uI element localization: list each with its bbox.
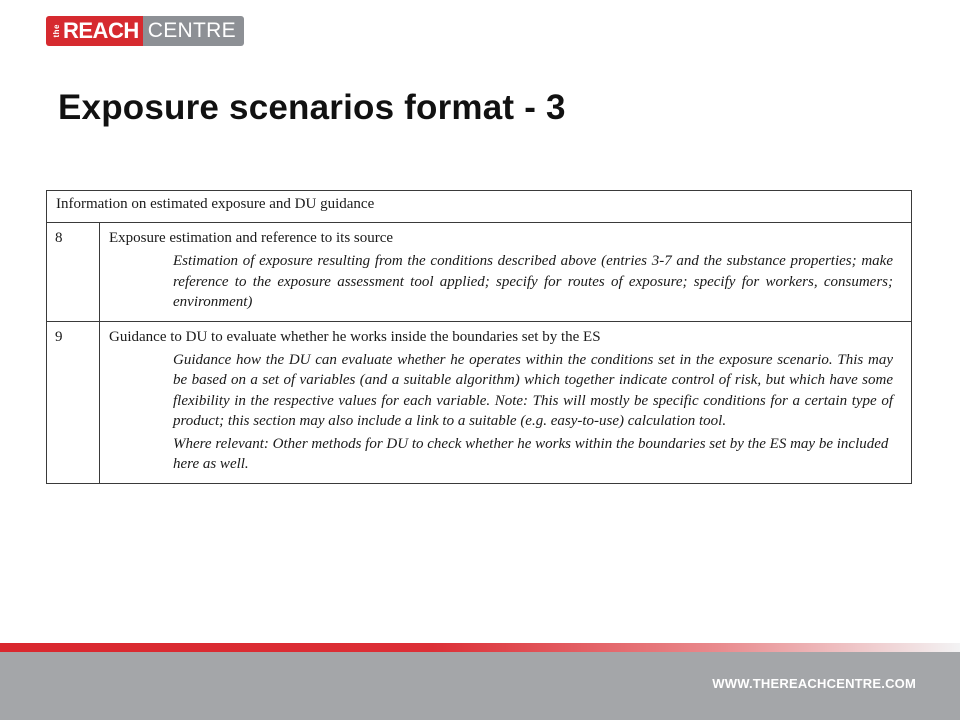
row-title: Guidance to DU to evaluate whether he works inside the boundaries set by the ES (109, 328, 601, 345)
row-description: Guidance how the DU can evaluate whether he operates within the conditions set in the exposure scenario. This may be based on a set of variables (and a suitable algorithm) which together indicate control of risk, but which have some flexibility in the respective values for each variable. Note: This will mostly be specific conditions for a certain type of product; this section may also include a link to a suitable (e.g. easy-to-use) calculation tool. (173, 351, 893, 429)
footer (0, 652, 960, 720)
footer-website-link[interactable]: WWW.THEREACHCENTRE.COM (712, 676, 916, 691)
table-header-row (47, 191, 912, 223)
logo-centre-text: CENTRE (147, 19, 236, 42)
row-content (100, 321, 912, 483)
row-number: 8 (47, 223, 100, 322)
slide-title: Exposure scenarios format - 3 (58, 88, 566, 127)
row-description: Estimation of exposure resulting from the conditions described above (entries 3-7 and the substance properties; make reference to the exposure assessment tool applied; specify for routes of exposure; specify for workers, consumers; environment) (173, 253, 893, 310)
logo-reach-text: REACH (63, 18, 139, 43)
row-number: 9 (47, 321, 100, 483)
reach-centre-logo (46, 16, 244, 46)
row-extra-note: Where relevant: Other methods for DU to check whether he works within the boundaries set by the ES may be included here as well. (173, 435, 889, 472)
row-title: Exposure estimation and reference to its source (109, 230, 394, 246)
table-row (47, 223, 912, 322)
logo-prefix: the (52, 24, 61, 38)
table-header: Information on estimated exposure and DU guidance (47, 191, 912, 223)
logo-red-block (46, 16, 143, 46)
logo-grey-block (143, 16, 244, 46)
table-row (47, 321, 912, 483)
footer-accent-bar (0, 643, 960, 652)
row-content (100, 223, 912, 322)
exposure-scenario-table (46, 190, 912, 484)
